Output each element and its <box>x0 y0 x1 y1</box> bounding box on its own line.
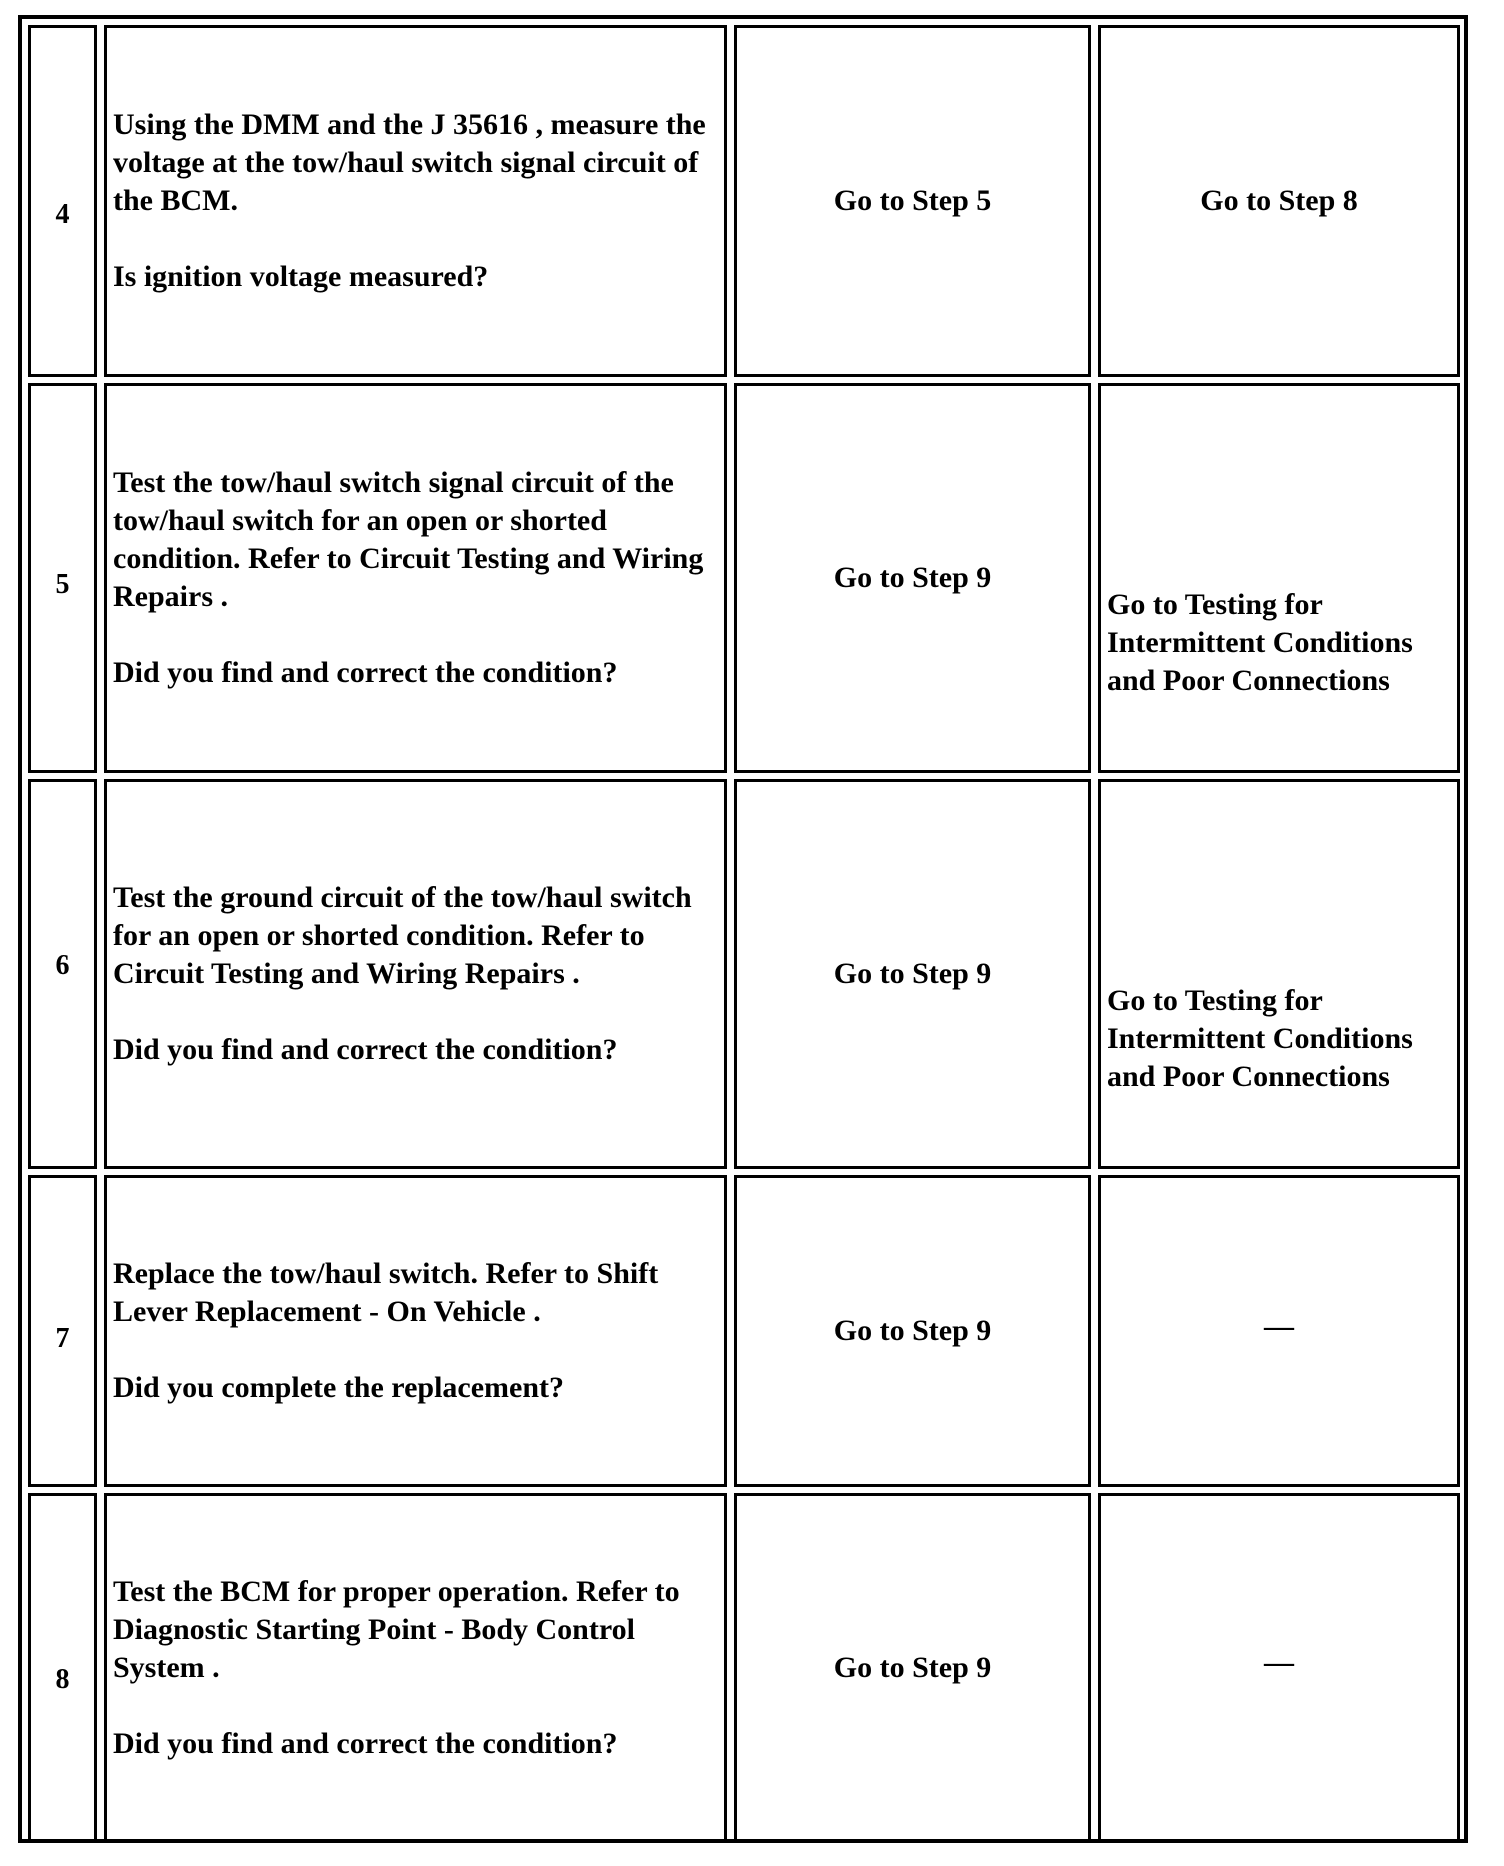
action-cell <box>104 383 727 773</box>
action-question: Did you find and correct the condition? <box>113 1727 618 1760</box>
table-row <box>22 1487 1464 1843</box>
yes-link[interactable]: Go to Step 9 <box>833 1651 992 1684</box>
yes-cell <box>734 1493 1091 1843</box>
yes-link[interactable]: Go to Step 5 <box>833 184 992 217</box>
action-text: Test the tow/haul switch signal circuit of the tow/haul switch for an open or shorted condition. Refer to Circuit Testing and Wiring Repairs . <box>113 466 704 613</box>
table-row <box>22 1169 1464 1487</box>
action-question: Did you complete the replacement? <box>113 1371 565 1404</box>
no-link[interactable]: Go to Testing for Intermittent Conditions and Poor Connections <box>1107 984 1413 1093</box>
diagnostic-table <box>18 15 1468 1843</box>
action-cell <box>104 779 727 1169</box>
action-cell <box>104 1493 727 1843</box>
no-link[interactable]: Go to Step 8 <box>1200 184 1358 217</box>
action-cell <box>104 1175 727 1487</box>
table-row <box>22 19 1464 377</box>
step-number-cell <box>28 1493 97 1843</box>
yes-link[interactable]: Go to Step 9 <box>833 1314 992 1347</box>
no-cell <box>1098 779 1460 1169</box>
action-text: Test the BCM for proper operation. Refer to Diagnostic Starting Point - Body Control System . <box>113 1575 680 1684</box>
yes-cell <box>734 779 1091 1169</box>
action-text: Using the DMM and the J 35616 , measure the voltage at the tow/haul switch signal circuit of the BCM. <box>113 108 706 217</box>
yes-cell <box>734 1175 1091 1487</box>
yes-link[interactable]: Go to Step 9 <box>833 561 992 594</box>
step-number-cell <box>28 383 97 773</box>
yes-link[interactable]: Go to Step 9 <box>833 957 992 990</box>
step-number-cell <box>28 779 97 1169</box>
step-number: 8 <box>55 1664 70 1695</box>
no-dash: — <box>1264 1646 1294 1679</box>
yes-cell <box>734 383 1091 773</box>
step-number: 5 <box>55 569 70 600</box>
action-question: Is ignition voltage measured? <box>113 260 489 293</box>
action-cell <box>104 25 727 377</box>
no-link[interactable]: Go to Testing for Intermittent Conditions and Poor Connections <box>1107 588 1413 697</box>
step-number-cell <box>28 1175 97 1487</box>
action-text: Replace the tow/haul switch. Refer to Shift Lever Replacement - On Vehicle . <box>113 1257 659 1328</box>
action-question: Did you find and correct the condition? <box>113 656 618 689</box>
table-row <box>22 773 1464 1169</box>
step-number-cell <box>28 25 97 377</box>
no-cell <box>1098 383 1460 773</box>
action-question: Did you find and correct the condition? <box>113 1033 618 1066</box>
table-row <box>22 377 1464 773</box>
no-cell <box>1098 1175 1460 1487</box>
step-number: 4 <box>55 199 70 230</box>
no-cell <box>1098 25 1460 377</box>
no-cell <box>1098 1493 1460 1843</box>
action-text: Test the ground circuit of the tow/haul switch for an open or shorted condition. Refer to Circuit Testing and Wiring Repairs . <box>113 881 692 990</box>
step-number: 6 <box>55 950 70 981</box>
step-number: 7 <box>55 1323 70 1354</box>
no-dash: — <box>1264 1310 1294 1343</box>
yes-cell <box>734 25 1091 377</box>
